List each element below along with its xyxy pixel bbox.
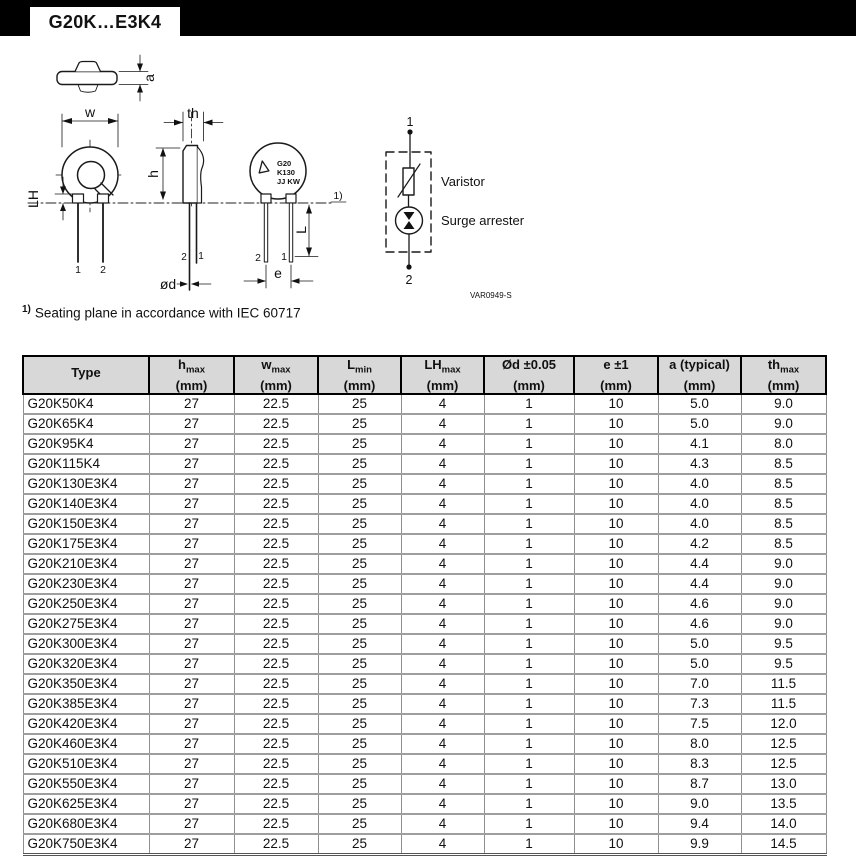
value-cell: 25: [318, 774, 401, 794]
type-cell: G20K420E3K4: [23, 714, 149, 734]
value-cell: 4: [401, 594, 484, 614]
terminal-2-label: 2: [405, 273, 413, 287]
value-cell: 22.5: [234, 394, 318, 414]
value-cell: 27: [149, 474, 234, 494]
table-row: [23, 494, 826, 514]
value-cell: 4: [401, 734, 484, 754]
value-cell: 4: [401, 814, 484, 834]
column-header-wmax: $w_{max}$ (mm): [234, 356, 318, 394]
value-cell: 5.0: [658, 654, 741, 674]
footnote-marker: 1): [22, 304, 31, 315]
value-cell: 22.5: [234, 654, 318, 674]
value-cell: 4: [401, 774, 484, 794]
footnote: [22, 304, 301, 321]
value-cell: 7.5: [658, 714, 741, 734]
value-cell: 4.2: [658, 534, 741, 554]
value-cell: 4: [401, 454, 484, 474]
value-cell: 10: [574, 434, 658, 454]
column-header-a: a (typical) (mm): [658, 356, 741, 394]
value-cell: 22.5: [234, 694, 318, 714]
value-cell: 1: [484, 394, 574, 414]
value-cell: 27: [149, 734, 234, 754]
value-cell: 4.0: [658, 494, 741, 514]
value-cell: 10: [574, 774, 658, 794]
value-cell: 1: [484, 634, 574, 654]
value-cell: 12.0: [741, 714, 826, 734]
value-cell: 22.5: [234, 454, 318, 474]
type-cell: G20K140E3K4: [23, 494, 149, 514]
type-cell: G20K550E3K4: [23, 774, 149, 794]
table-row: [23, 774, 826, 794]
type-cell: G20K230E3K4: [23, 574, 149, 594]
value-cell: 4: [401, 414, 484, 434]
dim-th-label: th: [187, 105, 199, 121]
value-cell: 22.5: [234, 714, 318, 734]
value-cell: 14.5: [741, 834, 826, 855]
disc-marking-line2: K130: [277, 168, 295, 177]
value-cell: 12.5: [741, 734, 826, 754]
type-cell: G20K95K4: [23, 434, 149, 454]
value-cell: 10: [574, 454, 658, 474]
type-cell: G20K250E3K4: [23, 594, 149, 614]
table-row: [23, 654, 826, 674]
table-row: [23, 454, 826, 474]
dim-w-label: w: [84, 104, 96, 120]
value-cell: 25: [318, 494, 401, 514]
value-cell: 22.5: [234, 434, 318, 454]
value-cell: 9.4: [658, 814, 741, 834]
type-cell: G20K115K4: [23, 454, 149, 474]
disc-lead-1-label: 1: [281, 251, 287, 263]
value-cell: 9.5: [741, 634, 826, 654]
terminal-1-label: 1: [406, 115, 414, 129]
value-cell: 10: [574, 734, 658, 754]
table-row: [23, 474, 826, 494]
value-cell: 8.5: [741, 514, 826, 534]
value-cell: 4.4: [658, 574, 741, 594]
disc-marking-line3: JJ KW: [277, 177, 300, 186]
value-cell: 10: [574, 594, 658, 614]
value-cell: 25: [318, 734, 401, 754]
dim-h-label: h: [145, 170, 161, 178]
value-cell: 4.1: [658, 434, 741, 454]
table-row: [23, 754, 826, 774]
technical-drawing: [0, 36, 856, 300]
value-cell: 10: [574, 394, 658, 414]
type-cell: G20K350E3K4: [23, 674, 149, 694]
table-row: [23, 614, 826, 634]
value-cell: 7.0: [658, 674, 741, 694]
value-cell: 9.0: [741, 394, 826, 414]
type-cell: G20K750E3K4: [23, 834, 149, 855]
value-cell: 8.5: [741, 454, 826, 474]
table-row: [23, 834, 826, 855]
value-cell: 22.5: [234, 674, 318, 694]
value-cell: 25: [318, 454, 401, 474]
value-cell: 9.0: [741, 554, 826, 574]
table-row: [23, 534, 826, 554]
value-cell: 22.5: [234, 474, 318, 494]
value-cell: 7.3: [658, 694, 741, 714]
column-header-hmax: $h_{max}$ (mm): [149, 356, 234, 394]
value-cell: 27: [149, 774, 234, 794]
value-cell: 1: [484, 594, 574, 614]
value-cell: 27: [149, 494, 234, 514]
value-cell: 10: [574, 714, 658, 734]
dim-lh-label: LH: [25, 190, 41, 208]
dim-e-label: e: [274, 265, 282, 281]
value-cell: 22.5: [234, 414, 318, 434]
value-cell: 9.5: [741, 654, 826, 674]
value-cell: 22.5: [234, 734, 318, 754]
value-cell: 4: [401, 634, 484, 654]
value-cell: 22.5: [234, 634, 318, 654]
value-cell: 27: [149, 754, 234, 774]
value-cell: 22.5: [234, 554, 318, 574]
value-cell: 1: [484, 814, 574, 834]
value-cell: 14.0: [741, 814, 826, 834]
table-row: [23, 594, 826, 614]
value-cell: 27: [149, 554, 234, 574]
value-cell: 8.5: [741, 494, 826, 514]
value-cell: 4.4: [658, 554, 741, 574]
value-cell: 25: [318, 474, 401, 494]
table-row: [23, 514, 826, 534]
circuit-symbol: [386, 115, 525, 300]
value-cell: 5.0: [658, 414, 741, 434]
value-cell: 4: [401, 694, 484, 714]
value-cell: 10: [574, 614, 658, 634]
value-cell: 27: [149, 534, 234, 554]
front-lead-1-label: 1: [75, 264, 81, 276]
value-cell: 9.9: [658, 834, 741, 855]
value-cell: 9.0: [741, 614, 826, 634]
value-cell: 9.0: [741, 594, 826, 614]
value-cell: 5.0: [658, 394, 741, 414]
value-cell: 22.5: [234, 834, 318, 855]
value-cell: 10: [574, 514, 658, 534]
value-cell: 27: [149, 454, 234, 474]
value-cell: 10: [574, 694, 658, 714]
value-cell: 1: [484, 694, 574, 714]
type-cell: G20K680E3K4: [23, 814, 149, 834]
value-cell: 27: [149, 614, 234, 634]
value-cell: 10: [574, 654, 658, 674]
value-cell: 11.5: [741, 674, 826, 694]
value-cell: 22.5: [234, 794, 318, 814]
front-view-drawing: [25, 104, 124, 276]
table-body: [23, 394, 826, 855]
side-lead-2-label: 2: [181, 252, 187, 263]
dimensions-table: [22, 355, 827, 856]
front-lead-2-label: 2: [100, 264, 106, 276]
value-cell: 22.5: [234, 814, 318, 834]
footnote-text: Seating plane in accordance with IEC 60717: [34, 305, 301, 321]
value-cell: 4.6: [658, 614, 741, 634]
value-cell: 22.5: [234, 514, 318, 534]
value-cell: 4.3: [658, 454, 741, 474]
column-header-thmax: $th_{max}$ (mm): [741, 356, 826, 394]
value-cell: 1: [484, 834, 574, 855]
value-cell: 4: [401, 434, 484, 454]
value-cell: 10: [574, 554, 658, 574]
type-cell: G20K130E3K4: [23, 474, 149, 494]
value-cell: 25: [318, 634, 401, 654]
value-cell: 25: [318, 674, 401, 694]
type-cell: G20K510E3K4: [23, 754, 149, 774]
value-cell: 4: [401, 474, 484, 494]
type-cell: G20K385E3K4: [23, 694, 149, 714]
top-view-drawing: [57, 55, 157, 101]
value-cell: 22.5: [234, 574, 318, 594]
type-cell: G20K320E3K4: [23, 654, 149, 674]
value-cell: 1: [484, 714, 574, 734]
side-lead-1-label: 1: [198, 251, 204, 262]
value-cell: 22.5: [234, 594, 318, 614]
value-cell: 9.0: [741, 414, 826, 434]
value-cell: 27: [149, 514, 234, 534]
value-cell: 4: [401, 514, 484, 534]
value-cell: 25: [318, 794, 401, 814]
value-cell: 8.5: [741, 534, 826, 554]
value-cell: 4: [401, 494, 484, 514]
value-cell: 1: [484, 434, 574, 454]
disc-lead-2-label: 2: [255, 252, 261, 264]
value-cell: 27: [149, 714, 234, 734]
value-cell: 4: [401, 554, 484, 574]
value-cell: 27: [149, 794, 234, 814]
value-cell: 25: [318, 754, 401, 774]
type-cell: G20K460E3K4: [23, 734, 149, 754]
value-cell: 25: [318, 714, 401, 734]
value-cell: 27: [149, 674, 234, 694]
value-cell: 25: [318, 694, 401, 714]
table-row: [23, 814, 826, 834]
value-cell: 9.0: [658, 794, 741, 814]
type-cell: G20K65K4: [23, 414, 149, 434]
header-row: [23, 356, 826, 394]
value-cell: 10: [574, 754, 658, 774]
value-cell: 1: [484, 674, 574, 694]
value-cell: 8.7: [658, 774, 741, 794]
side-view-drawing: [145, 105, 223, 292]
value-cell: 22.5: [234, 614, 318, 634]
value-cell: 25: [318, 534, 401, 554]
value-cell: 13.5: [741, 794, 826, 814]
value-cell: 1: [484, 514, 574, 534]
value-cell: 4.0: [658, 474, 741, 494]
table-row: [23, 434, 826, 454]
value-cell: 1: [484, 574, 574, 594]
value-cell: 27: [149, 834, 234, 855]
value-cell: 25: [318, 514, 401, 534]
table-row: [23, 394, 826, 414]
value-cell: 4: [401, 614, 484, 634]
value-cell: 22.5: [234, 494, 318, 514]
type-cell: G20K300E3K4: [23, 634, 149, 654]
value-cell: 8.3: [658, 754, 741, 774]
page-title: G20K…E3K4: [30, 7, 180, 37]
value-cell: 4: [401, 754, 484, 774]
table-row: [23, 734, 826, 754]
type-cell: G20K275E3K4: [23, 614, 149, 634]
table-row: [23, 714, 826, 734]
table-row: [23, 414, 826, 434]
value-cell: 27: [149, 814, 234, 834]
value-cell: 1: [484, 654, 574, 674]
table-row: [23, 634, 826, 654]
value-cell: 9.0: [741, 574, 826, 594]
value-cell: 10: [574, 794, 658, 814]
varistor-label: Varistor: [441, 174, 485, 189]
dim-l-label: L: [293, 226, 309, 234]
value-cell: 27: [149, 654, 234, 674]
value-cell: 4: [401, 674, 484, 694]
value-cell: 5.0: [658, 634, 741, 654]
value-cell: 10: [574, 814, 658, 834]
value-cell: 1: [484, 414, 574, 434]
value-cell: 1: [484, 474, 574, 494]
dim-od-label: ød: [159, 276, 177, 292]
value-cell: 27: [149, 634, 234, 654]
value-cell: 25: [318, 554, 401, 574]
surge-arrester-label: Surge arrester: [441, 213, 525, 228]
value-cell: 10: [574, 494, 658, 514]
table-row: [23, 674, 826, 694]
value-cell: 1: [484, 614, 574, 634]
value-cell: 4: [401, 834, 484, 855]
table-row: [23, 794, 826, 814]
value-cell: 1: [484, 494, 574, 514]
seating-plane-ref: 1): [333, 190, 343, 202]
value-cell: 25: [318, 414, 401, 434]
value-cell: 10: [574, 534, 658, 554]
value-cell: 27: [149, 394, 234, 414]
value-cell: 8.5: [741, 474, 826, 494]
value-cell: 4.6: [658, 594, 741, 614]
value-cell: 8.0: [658, 734, 741, 754]
value-cell: 4: [401, 394, 484, 414]
value-cell: 8.0: [741, 434, 826, 454]
value-cell: 27: [149, 414, 234, 434]
value-cell: 4.0: [658, 514, 741, 534]
type-cell: G20K175E3K4: [23, 534, 149, 554]
value-cell: 25: [318, 434, 401, 454]
value-cell: 1: [484, 774, 574, 794]
value-cell: 27: [149, 694, 234, 714]
value-cell: 22.5: [234, 534, 318, 554]
value-cell: 25: [318, 834, 401, 855]
type-cell: G20K150E3K4: [23, 514, 149, 534]
table-row: [23, 694, 826, 714]
column-header-od: Ød ±0.05 (mm): [484, 356, 574, 394]
value-cell: 25: [318, 594, 401, 614]
value-cell: 1: [484, 534, 574, 554]
type-cell: G20K625E3K4: [23, 794, 149, 814]
value-cell: 13.0: [741, 774, 826, 794]
figure-code: VAR0949-S: [470, 291, 512, 300]
value-cell: 22.5: [234, 754, 318, 774]
value-cell: 10: [574, 634, 658, 654]
value-cell: 25: [318, 814, 401, 834]
value-cell: 25: [318, 614, 401, 634]
value-cell: 25: [318, 574, 401, 594]
dim-a-label: a: [141, 74, 157, 82]
value-cell: 12.5: [741, 754, 826, 774]
disc-marking-line1: G20: [277, 159, 292, 168]
value-cell: 10: [574, 574, 658, 594]
value-cell: 1: [484, 734, 574, 754]
value-cell: 4: [401, 794, 484, 814]
table-row: [23, 574, 826, 594]
value-cell: 10: [574, 414, 658, 434]
value-cell: 22.5: [234, 774, 318, 794]
value-cell: 4: [401, 574, 484, 594]
value-cell: 25: [318, 394, 401, 414]
value-cell: 10: [574, 834, 658, 855]
table-header: [23, 356, 826, 394]
type-cell: G20K210E3K4: [23, 554, 149, 574]
value-cell: 4: [401, 714, 484, 734]
value-cell: 1: [484, 794, 574, 814]
value-cell: 10: [574, 474, 658, 494]
column-header-lhmax: $LH_{max}$ (mm): [401, 356, 484, 394]
value-cell: 27: [149, 594, 234, 614]
value-cell: 11.5: [741, 694, 826, 714]
value-cell: 10: [574, 674, 658, 694]
value-cell: 1: [484, 754, 574, 774]
value-cell: 27: [149, 434, 234, 454]
column-header-type: Type: [23, 356, 149, 394]
table-row: [23, 554, 826, 574]
value-cell: 4: [401, 534, 484, 554]
value-cell: 27: [149, 574, 234, 594]
value-cell: 25: [318, 654, 401, 674]
column-header-lmin: $L_{min}$ (mm): [318, 356, 401, 394]
marked-disc-drawing: [244, 143, 318, 288]
value-cell: 4: [401, 654, 484, 674]
value-cell: 1: [484, 554, 574, 574]
column-header-e: e ±1 (mm): [574, 356, 658, 394]
type-cell: G20K50K4: [23, 394, 149, 414]
value-cell: 1: [484, 454, 574, 474]
